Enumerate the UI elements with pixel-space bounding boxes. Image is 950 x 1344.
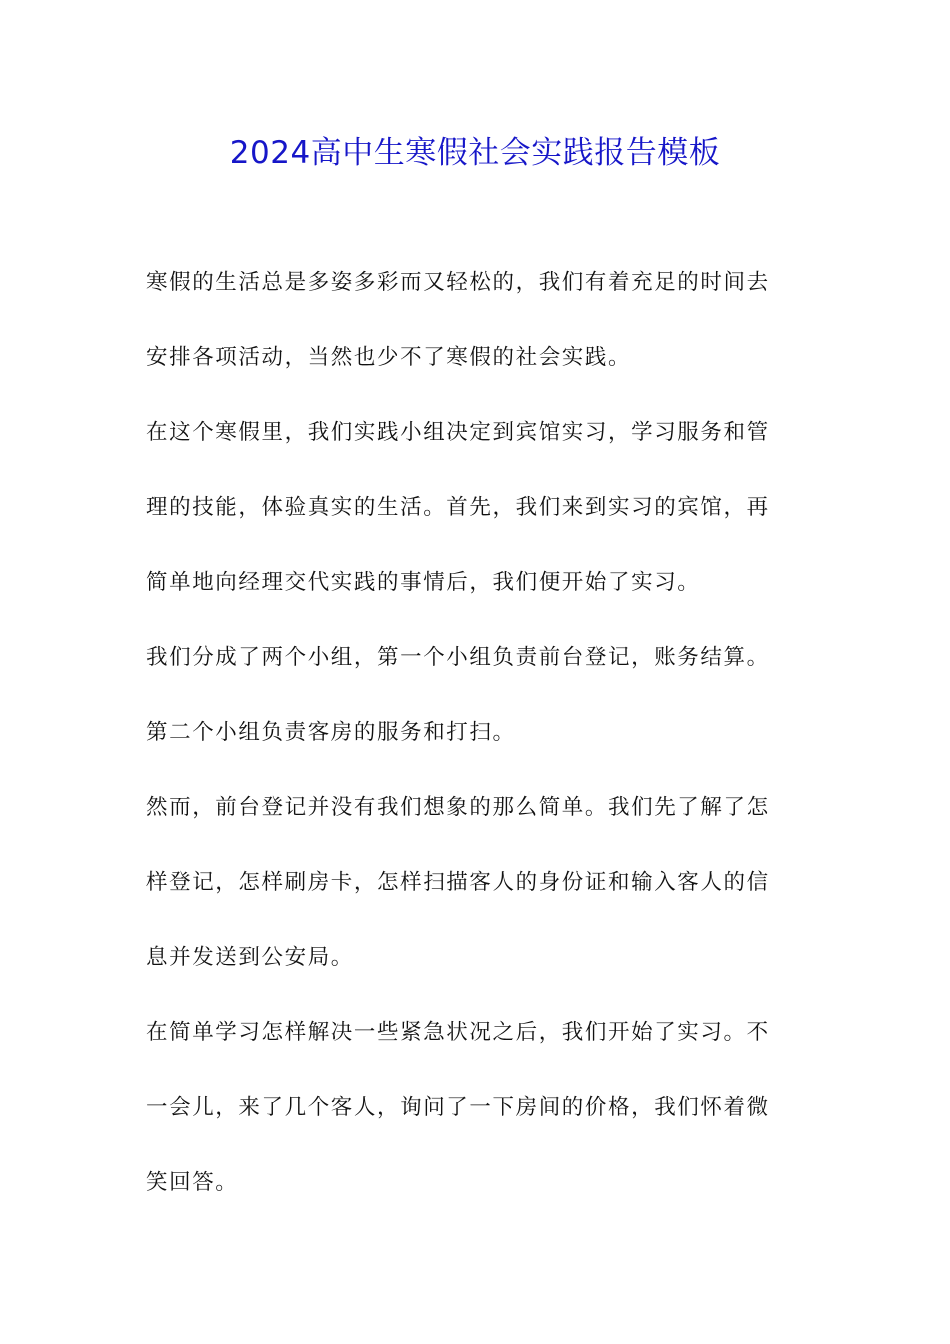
- paragraph-line: 笑回答。: [146, 1170, 239, 1195]
- paragraph-line: 寒假的生活总是多姿多彩而又轻松的，我们有着充足的时间去: [146, 270, 770, 295]
- paragraph-line: 在这个寒假里，我们实践小组决定到宾馆实习，学习服务和管: [146, 420, 770, 445]
- paragraph-line: 一会儿，来了几个客人，询问了一下房间的价格，我们怀着微: [146, 1095, 770, 1120]
- paragraph-line: 样登记，怎样刷房卡，怎样扫描客人的身份证和输入客人的信: [146, 870, 770, 895]
- paragraph-line: 我们分成了两个小组，第一个小组负责前台登记，账务结算。: [146, 645, 770, 670]
- paragraph: [146, 633, 806, 783]
- paragraph-line: 安排各项活动，当然也少不了寒假的社会实践。: [146, 345, 632, 370]
- paragraph-line: 理的技能，体验真实的生活。首先，我们来到实习的宾馆，再: [146, 495, 770, 520]
- paragraph-line: 简单地向经理交代实践的事情后，我们便开始了实习。: [146, 570, 701, 595]
- paragraph-line: 然而，前台登记并没有我们想象的那么简单。我们先了解了怎: [146, 795, 770, 820]
- paragraph: [146, 783, 806, 1008]
- paragraph-line: 息并发送到公安局。: [146, 945, 354, 970]
- paragraph: [146, 1008, 806, 1233]
- document-body: [146, 258, 806, 1233]
- paragraph: [146, 408, 806, 633]
- paragraph-line: 在简单学习怎样解决一些紧急状况之后，我们开始了实习。不: [146, 1020, 770, 1045]
- document-title: 2024高中生寒假社会实践报告模板: [229, 135, 721, 171]
- paragraph: [146, 258, 806, 408]
- paragraph-line: 第二个小组负责客房的服务和打扫。: [146, 720, 516, 745]
